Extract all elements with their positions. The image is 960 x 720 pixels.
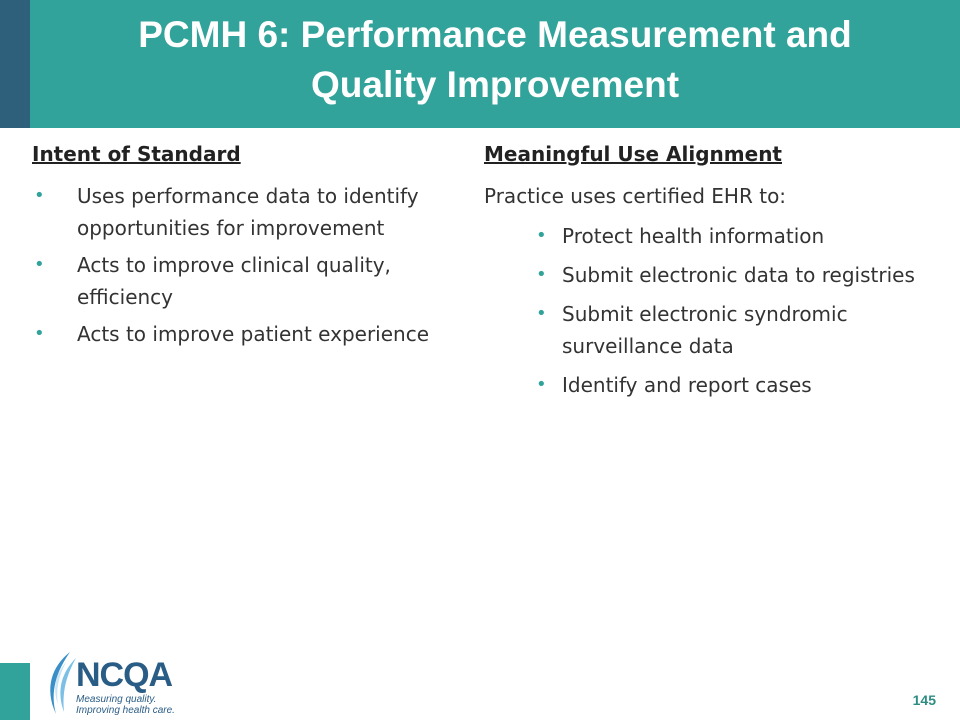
intent-bullet-list: [32, 180, 482, 350]
bullet-dot-icon: •: [536, 374, 547, 395]
list-item-text: Submit electronic syndromic surveillance data: [562, 302, 848, 358]
list-item: [484, 298, 944, 362]
list-item: [32, 318, 482, 350]
slide-title-line-2: Quality Improvement: [310, 64, 680, 105]
list-item-text: Submit electronic data to registries: [562, 263, 915, 287]
list-item: [32, 180, 482, 244]
meaningful-use-intro: Practice uses certified EHR to:: [484, 184, 787, 208]
list-item: [32, 249, 482, 313]
footer-accent-bar: [0, 663, 30, 720]
intent-heading: Intent of Standard: [32, 142, 241, 166]
bullet-dot-icon: •: [34, 254, 45, 275]
ncqa-logo: [40, 648, 220, 718]
list-item: [484, 369, 944, 401]
slide-title: [30, 10, 960, 110]
bullet-dot-icon: •: [536, 225, 547, 246]
list-item: [484, 259, 944, 291]
bullet-dot-icon: •: [34, 185, 45, 206]
meaningful-use-bullet-list: [484, 220, 944, 401]
bullet-dot-icon: •: [536, 303, 547, 324]
bullet-dot-icon: •: [536, 264, 547, 285]
list-item: [484, 220, 944, 252]
logo-tagline-line-2: Improving health care.: [76, 705, 175, 716]
logo-tagline-line-1: Measuring quality.: [76, 694, 157, 705]
page-number: 145: [912, 692, 936, 708]
list-item-text: Identify and report cases: [562, 373, 812, 397]
list-item-text: Uses performance data to identify opportunities for improvement: [77, 184, 419, 240]
list-item-text: Protect health information: [562, 224, 825, 248]
header-accent-bar: [0, 0, 30, 128]
meaningful-use-section: [484, 138, 944, 408]
logo-wordmark: NCQA: [76, 656, 173, 694]
intent-of-standard-section: [32, 138, 482, 355]
slide-title-line-1: PCMH 6: Performance Measurement and: [138, 14, 852, 55]
list-item-text: Acts to improve patient experience: [77, 322, 430, 346]
list-item-text: Acts to improve clinical quality, efficiency: [77, 253, 391, 309]
bullet-dot-icon: •: [34, 323, 45, 344]
logo-tagline: [76, 694, 175, 716]
meaningful-use-heading: Meaningful Use Alignment: [484, 142, 782, 166]
